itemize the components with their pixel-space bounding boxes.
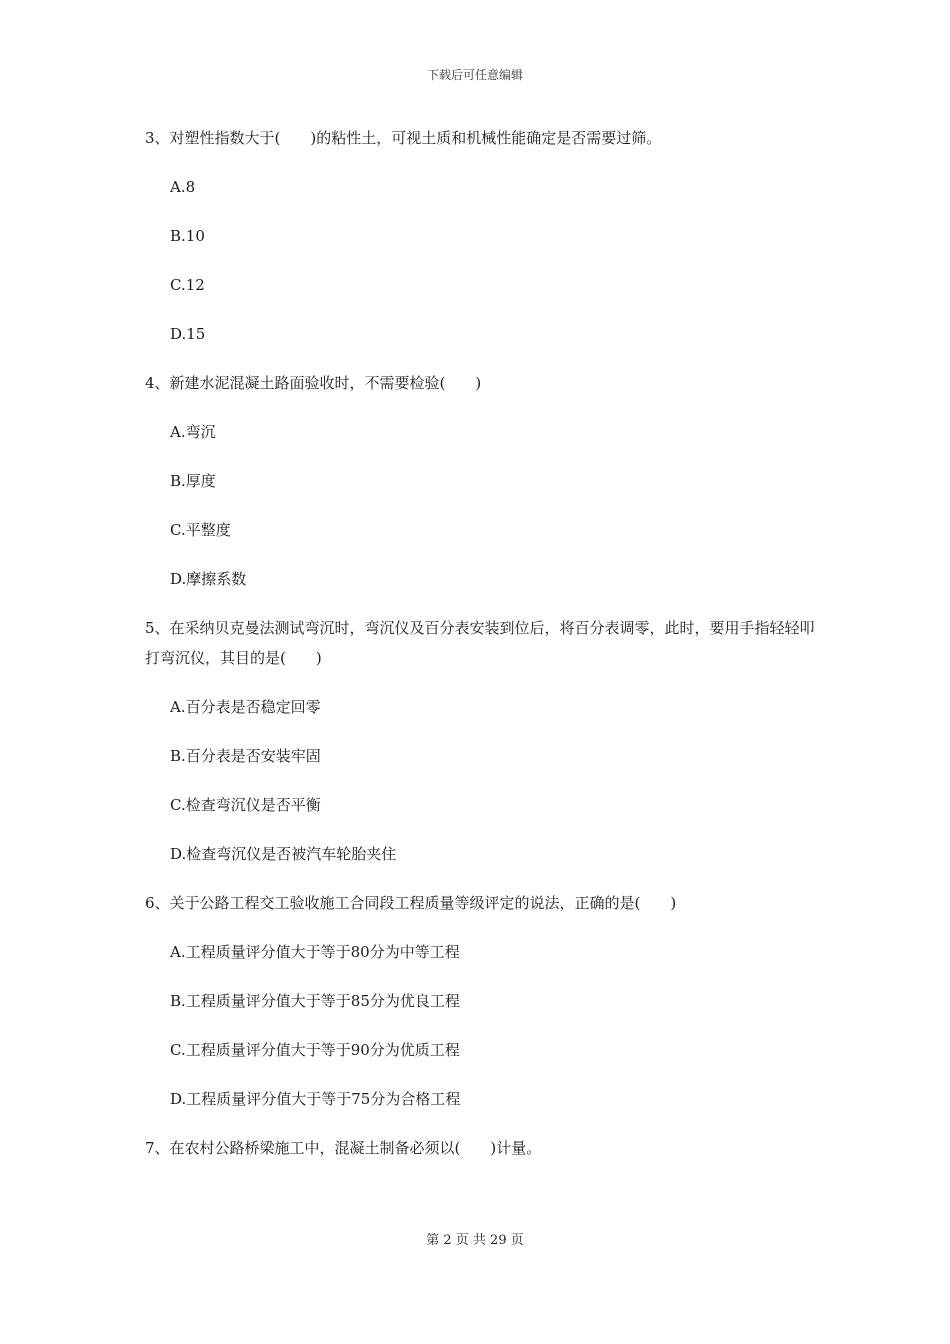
option-b: B.厚度 <box>170 472 216 490</box>
option-b: B.工程质量评分值大于等于85分为优良工程 <box>170 992 460 1010</box>
option-a: A.8 <box>170 178 196 196</box>
option-d: D.工程质量评分值大于等于75分为合格工程 <box>170 1090 461 1108</box>
option-c: C.检查弯沉仪是否平衡 <box>170 796 321 814</box>
question-block <box>145 613 825 869</box>
option-d: D.检查弯沉仪是否被汽车轮胎夹住 <box>170 845 397 863</box>
option-b: B.百分表是否安装牢固 <box>170 747 321 765</box>
option-c: C.平整度 <box>170 521 231 539</box>
question-text: 4、新建水泥混凝土路面验收时，不需要检验( ) <box>145 374 482 392</box>
question-text: 6、关于公路工程交工验收施工合同段工程质量等级评定的说法，正确的是( ) <box>145 894 677 912</box>
question-text: 7、在农村公路桥梁施工中，混凝土制备必须以( )计量。 <box>145 1139 542 1157</box>
option-a: A.百分表是否稳定回零 <box>170 698 321 716</box>
option-a: A.弯沉 <box>170 423 216 441</box>
question-text: 3、对塑性指数大于( )的粘性土，可视土质和机械性能确定是否需要过筛。 <box>145 129 662 147</box>
page-header: 下载后可任意编辑 <box>426 68 523 82</box>
option-b: B.10 <box>170 227 205 245</box>
option-c: C.12 <box>170 276 205 294</box>
question-block <box>145 1133 825 1163</box>
page-footer: 第 2 页 共 29 页 <box>426 1233 524 1248</box>
question-block <box>145 123 825 349</box>
option-d: D.摩擦系数 <box>170 570 247 588</box>
document-body <box>145 123 825 1163</box>
option-d: D.15 <box>170 325 206 343</box>
option-a: A.工程质量评分值大于等于80分为中等工程 <box>170 943 460 961</box>
question-block <box>145 368 825 594</box>
option-c: C.工程质量评分值大于等于90分为优质工程 <box>170 1041 460 1059</box>
question-text: 5、在采纳贝克曼法测试弯沉时，弯沉仪及百分表安装到位后，将百分表调零，此时，要用手指轻轻叩打弯沉仪，其目的是( ) <box>145 619 815 667</box>
question-block <box>145 888 825 1114</box>
